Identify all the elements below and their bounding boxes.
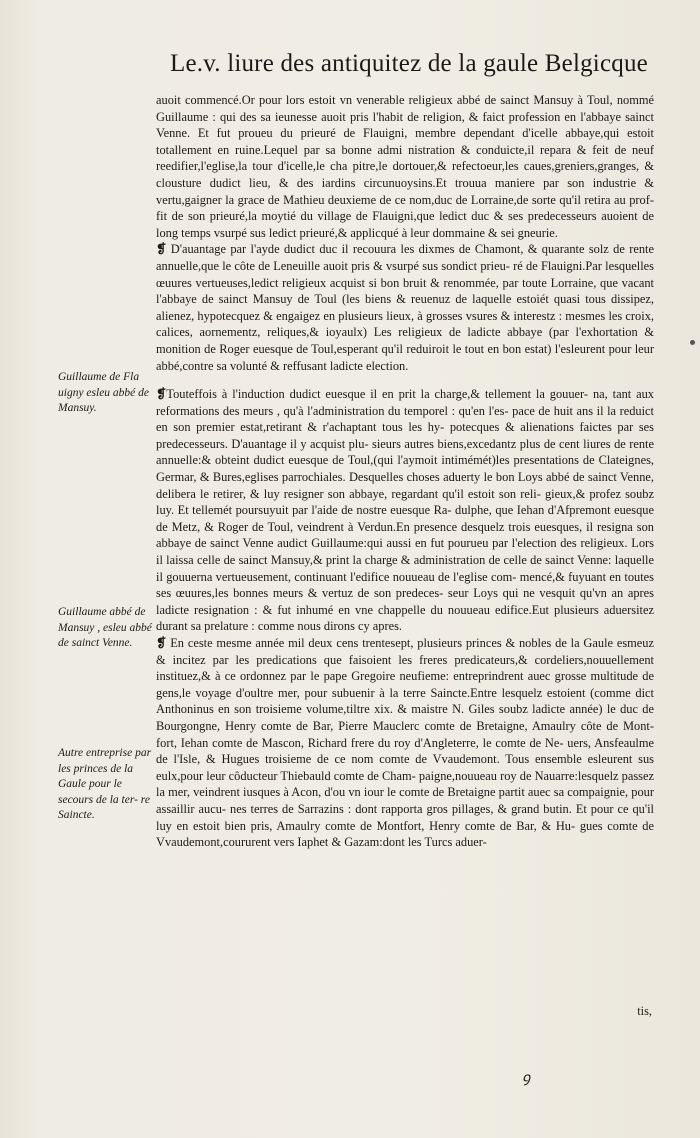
paragraph-2	[156, 241, 654, 374]
paragraph-1: auoit commencé.Or pour lors estoit vn venerable religieux abbé de sainct Mansuy à Toul, nommé Guillaume : qui des sa ieunesse auoit pris l'habit de religion, & faict profession en l'abbaye sainct Venne. Et fut proueu du prieuré de Flauigni, membre dependant d'icelle abbaye,qui estoit totallement en ruine.Lequel par sa bonne admi nistration & conduicte,il repara & feit de neuf reedifier,l'eglise,la tour d'icelle,le cha pitre,le dortouer,& refectoeur,les caues,greniers,granges, & clousture dudict lieu, & des iardins circunuoysins.Et trouua maniere par son industrie & vertu,gaigner la grace de Mathieu deuxieme de ce nom,duc de Lorraine,de sorte qu'il retira au prof- fit de son prieuré,la moytié du village de Flauigni,que ledict duc & ses predecesseurs auoient de long temps vsurpé sus ledict prieuré,& applicqué à leur dommaine & sei gneurie.	[156, 93, 654, 240]
paragraph-2-text: D'auantage par l'ayde dudict duc il recouura les dixmes de Chamont, & quarante solz de rente annuelle,que le côte de Leneuille auoit pris & vsurpé sus sondict prieu- ré de Flauigni.Par lesquelles œuures vertueuses,ledict religieux acquist si bon bruit & renommée, par toute Lorraine, que vacant l'abbaye de sainct Mansuy de Toul (les biens & reuenuz de laquelle estoiét quasi tous dissipez, alienez, hypotecquez & engaigez en plusieurs lieux, à grosses vsures & interestz : mesmes les croix, calices, aornementz, reliques,& ioyaulx) Les religieux de ladicte abbaye (par l'exhortation & monition de Roger euesque de Toul,esperant qu'il reduiroit le tout en bon estat) l'esleurent pour leur abbé,contre sa volunté & reffusant ladicte election.	[156, 242, 654, 373]
running-head: Le.v. liure des antiquitez de la gaule Belgicque	[170, 50, 648, 77]
margin-note-2: Guillaume abbé de Mansuy , esleu abbé de sainct Venne.	[58, 606, 152, 649]
paragraph-4-text: En ceste mesme année mil deux cens trentesept, plusieurs princes & nobles de la Gaule esmeuz & incitez par les predications que faisoient les freres predicateurs,& cordeliers,nouuellement instituez,& à ce ordonnez par le pape Gregoire neufieme: entreprindrent auec grosse multitude de gens,le voyage d'oultre mer, pour subuenir à la terre Saincte.Entre lesquelz estoient (comme dict Anthoninus en son troisieme volume,tiltre xix. & maistre N. Giles soubz ladicte année) le duc de Bourgongne, Henry comte de Bar, Pierre Mauclerc comte de Bretaigne, Amaulry côte de Mont- fort, Iehan comte de Mascon, Richard frere du roy d'Angleterre, le comte de Ne- uers, Ansfeaulme de l'Isle, & Hugues troisieme de ce nom comte de Vvaudemont. Tous ensemble esleurent sus eulx,pour leur côducteur Thiebauld comte de Cham- paigne,nouueau roy de Nauarre:lesquelz passez la mer, veindrent iusques à Acon, d'ou vn iour le comte de Bretaigne partit auec sa compaignie, pour assaillir aucu- nes terres de Sarrazins : dont rapporta gros pillages, & grand butin. Et pour ce qu'il luy en estoit bien pris, Amaulry comte de Montfort, Henry comte de Bar, & Hu- gues comte de Vvaudemont,coururent vers Iaphet & Gazam:dont les Turcs aduer-	[156, 636, 654, 850]
catchword: tis,	[637, 1004, 652, 1018]
paragraph-3-text: Touteffois à l'induction dudict euesque il en prit la charge,& tellement la gouuer- na, tant aux reformations des meurs , qu'à l'administration du temporel : qu'en l'es- pace de huit ans il la reduict en son premier estat,retirant & r'achaptant tous les hy- potecques & alienations faictes par ses predecesseurs. D'auantage il y acquist plu- sieurs autres biens,excedantz plus de cent liures de rente annuelle:& obteint dudict euesque de Toul,(qui l'aymoit intimémét)les presentations de Clateignes, Germar, & Bures,eglises parrochiales. Desquelles choses aduerty le bon Loys abbé de sainct Venne, delibera le retirer, & luy resigner son abbaye, regardant qu'il estoit son reli- gieux,& profez soubz luy. Et tellemét poursuyuit par l'aide de nostre euesque Ra- dulphe, que Iehan d'Afpremont euesque de Metz, & Roger de Toul, veindrent à Verdun.En presence desquelz trois euesques, il resigna son abbaye de sainct Venne audict Guillaume:qui aussi en fut pourueu par l'election des religieux. Lors il laissa celle de sainct Mansuy,& print la charge & administration de celle de sainct Venne: laquelle il gouuerna vertueusement, continuant l'edifice nouueau de l'eglise com- mencé,& fuyuant en toutes ses œuures,les bonnes meurs & vertuz de son predeces- seur Loys qui ne vesquit qu'vn an apres ladicte resignation : & fut inhumé en vne chappelle du nouueau edifice.Eut plusieurs aduersitez durant sa prelature : comme nous dirons cy apres.	[156, 387, 654, 634]
margin-note-3: Autre entreprise par les princes de la Gaule pour le secours de la ter- re Saincte.	[58, 747, 152, 821]
pilcrow-icon: ❡	[156, 387, 167, 402]
signature-mark: ꝯ	[522, 1070, 531, 1086]
pilcrow-icon: ❡	[156, 242, 171, 257]
paragraph-4	[156, 635, 654, 851]
main-text-block	[156, 92, 654, 851]
ink-dot	[690, 340, 695, 345]
pilcrow-icon: ❡	[156, 636, 171, 650]
paragraph-3	[156, 386, 654, 635]
margin-note-1: Guillaume de Fla uigny esleu abbé de Mansuy.	[58, 371, 150, 414]
